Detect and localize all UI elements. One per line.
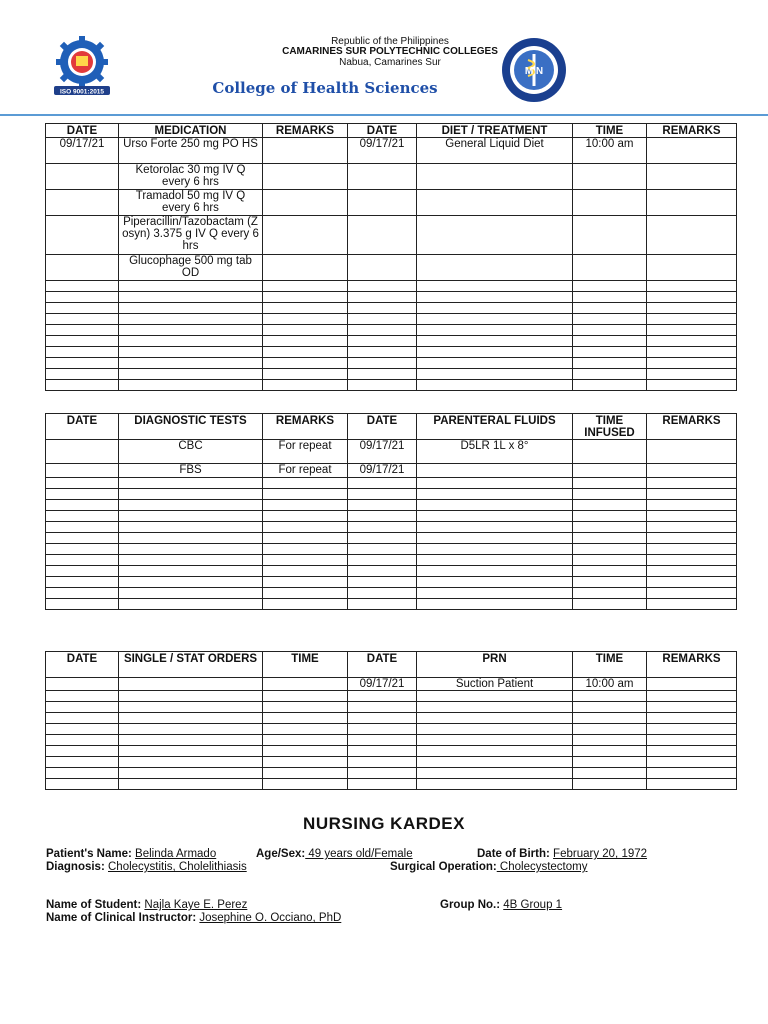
cell (46, 164, 119, 190)
table-row (46, 347, 737, 358)
table-row (46, 292, 737, 303)
date-of-birth-label: Date of Birth: (477, 848, 550, 860)
table-row (46, 336, 737, 347)
col-single-stat-orders: SINGLE / STAT ORDERS (119, 652, 263, 678)
cell (573, 464, 647, 478)
cell: 09/17/21 (46, 138, 119, 164)
cell (647, 216, 737, 255)
col-date: DATE (46, 124, 119, 138)
cell: 10:00 am (573, 138, 647, 164)
surgical-operation-value: Cholecystectomy (496, 861, 588, 873)
col-diagnostic-tests: DIAGNOSTIC TESTS (119, 414, 263, 440)
table-row (46, 779, 737, 790)
col-date: DATE (46, 414, 119, 440)
table-row (46, 314, 737, 325)
surgical-operation-field (390, 861, 587, 873)
table-row (46, 500, 737, 511)
age-sex-label: Age/Sex: (256, 848, 306, 860)
table-row (46, 164, 737, 190)
diagnosis-label: Diagnosis: (46, 861, 105, 873)
col-remarks: REMARKS (263, 124, 348, 138)
table-row (46, 303, 737, 314)
cell (263, 216, 348, 255)
cell (263, 190, 348, 216)
date-of-birth-field (477, 848, 647, 860)
table-row (46, 678, 737, 691)
cell (647, 255, 737, 281)
col-diet-treatment: DIET / TREATMENT (417, 124, 573, 138)
cell (573, 440, 647, 464)
col-time: TIME (263, 652, 348, 678)
patient-name-field (46, 848, 216, 860)
cell (46, 216, 119, 255)
col-remarks: REMARKS (647, 652, 737, 678)
col-parenteral-fluids: PARENTERAL FLUIDS (417, 414, 573, 440)
table-row (46, 358, 737, 369)
republic-line: Republic of the Philippines (331, 36, 449, 47)
col-date: DATE (348, 652, 417, 678)
cell (573, 190, 647, 216)
date-of-birth-value: February 20, 1972 (553, 848, 648, 860)
table-row (46, 440, 737, 464)
col-prn: PRN (417, 652, 573, 678)
cell (263, 138, 348, 164)
cell (348, 164, 417, 190)
table-row (46, 511, 737, 522)
page-header (0, 0, 768, 120)
clinical-instructor-value: Josephine O. Occiano, PhD (199, 912, 342, 924)
cell: FBS (119, 464, 263, 478)
cell (348, 216, 417, 255)
empty-rows (46, 281, 737, 391)
table-row (46, 724, 737, 735)
cell (263, 164, 348, 190)
cell: D5LR 1L x 8° (417, 440, 573, 464)
cell (46, 464, 119, 478)
cell: Piperacillin/Tazobactam (Zosyn) 3.375 g IV Q every 6 hrs (119, 216, 263, 255)
col-date: DATE (46, 652, 119, 678)
table-row (46, 544, 737, 555)
cell (573, 216, 647, 255)
col-time: TIME (573, 652, 647, 678)
cell: Ketorolac 30 mg IV Q every 6 hrs (119, 164, 263, 190)
cell (119, 678, 263, 691)
table-row (46, 702, 737, 713)
table-header-row (46, 414, 737, 440)
cell (46, 678, 119, 691)
cell (647, 678, 737, 691)
cell (263, 255, 348, 281)
diagnostics-fluids-table (45, 413, 737, 610)
cell: Suction Patient (417, 678, 573, 691)
cell: 09/17/21 (348, 464, 417, 478)
table-row (46, 566, 737, 577)
cell (348, 255, 417, 281)
table-row (46, 757, 737, 768)
table-row (46, 255, 737, 281)
cell: Tramadol 50 mg IV Q every 6 hrs (119, 190, 263, 216)
group-number-value: 4B Group 1 (503, 899, 563, 911)
patient-name-label: Patient's Name: (46, 848, 132, 860)
table-row (46, 478, 737, 489)
stat-prn-table (45, 651, 737, 790)
svg-text:M N: M N (524, 66, 544, 77)
table-row (46, 691, 737, 702)
cell: CBC (119, 440, 263, 464)
surgical-operation-label: Surgical Operation: (390, 861, 497, 873)
cell (647, 138, 737, 164)
table-row (46, 599, 737, 610)
student-name-value: Najla Kaye E. Perez (144, 899, 248, 911)
school-name: CAMARINES SUR POLYTECHNIC COLLEGES (282, 46, 498, 57)
table-row (46, 522, 737, 533)
form-title: NURSING KARDEX (303, 814, 465, 833)
col-remarks: REMARKS (647, 124, 737, 138)
cell (647, 190, 737, 216)
cell (263, 678, 348, 691)
diagnosis-value: Cholecystitis, Cholelithiasis (108, 861, 247, 873)
cell (573, 255, 647, 281)
cell (417, 255, 573, 281)
diagnosis-field (46, 861, 247, 873)
cell: 09/17/21 (348, 138, 417, 164)
cell (647, 464, 737, 478)
table-row (46, 588, 737, 599)
table-row (46, 190, 737, 216)
table-row (46, 713, 737, 724)
cell: 09/17/21 (348, 440, 417, 464)
table-row (46, 577, 737, 588)
empty-rows (46, 691, 737, 790)
cell: For repeat (263, 464, 348, 478)
cell (647, 440, 737, 464)
health-sciences-seal (500, 36, 568, 104)
age-sex-value: 49 years old/Female (305, 848, 413, 860)
cell: Urso Forte 250 mg PO HS (119, 138, 263, 164)
table-row (46, 746, 737, 757)
col-time-infused: TIME INFUSED (573, 414, 647, 440)
cell (46, 190, 119, 216)
table-row (46, 325, 737, 336)
cell (417, 216, 573, 255)
table-row (46, 533, 737, 544)
cell: General Liquid Diet (417, 138, 573, 164)
cell (417, 464, 573, 478)
table-row (46, 768, 737, 779)
cell: 10:00 am (573, 678, 647, 691)
cell (647, 164, 737, 190)
col-date: DATE (348, 414, 417, 440)
cell: For repeat (263, 440, 348, 464)
group-number-field (440, 899, 562, 911)
table-row (46, 281, 737, 292)
cell (417, 190, 573, 216)
age-sex-field (256, 848, 413, 860)
group-number-label: Group No.: (440, 899, 501, 911)
empty-rows (46, 478, 737, 610)
patient-name-value: Belinda Armado (135, 848, 217, 860)
cell (417, 164, 573, 190)
col-remarks: REMARKS (647, 414, 737, 440)
student-name-field (46, 899, 247, 911)
col-time: TIME (573, 124, 647, 138)
col-medication: MEDICATION (119, 124, 263, 138)
table-row (46, 735, 737, 746)
table-row (46, 380, 737, 391)
col-remarks: REMARKS (263, 414, 348, 440)
cell: 09/17/21 (348, 678, 417, 691)
college-name: College of Health Sciences (212, 79, 438, 97)
cspc-logo (46, 36, 118, 96)
medication-diet-table (45, 123, 737, 391)
table-row (46, 464, 737, 478)
table-row (46, 369, 737, 380)
table-row (46, 489, 737, 500)
table-row (46, 216, 737, 255)
header-rule (0, 114, 768, 116)
table-header-row (46, 124, 737, 138)
cell (348, 190, 417, 216)
cell: Glucophage 500 mg tab OD (119, 255, 263, 281)
col-date: DATE (348, 124, 417, 138)
cell (46, 440, 119, 464)
table-row (46, 555, 737, 566)
cell (573, 164, 647, 190)
table-header-row (46, 652, 737, 678)
student-name-label: Name of Student: (46, 899, 142, 911)
clinical-instructor-field (46, 912, 341, 924)
school-location: Nabua, Camarines Sur (339, 57, 441, 68)
cell (46, 255, 119, 281)
clinical-instructor-label: Name of Clinical Instructor: (46, 912, 197, 924)
table-row (46, 138, 737, 164)
svg-text:ISO 9001:2015: ISO 9001:2015 (59, 88, 105, 96)
